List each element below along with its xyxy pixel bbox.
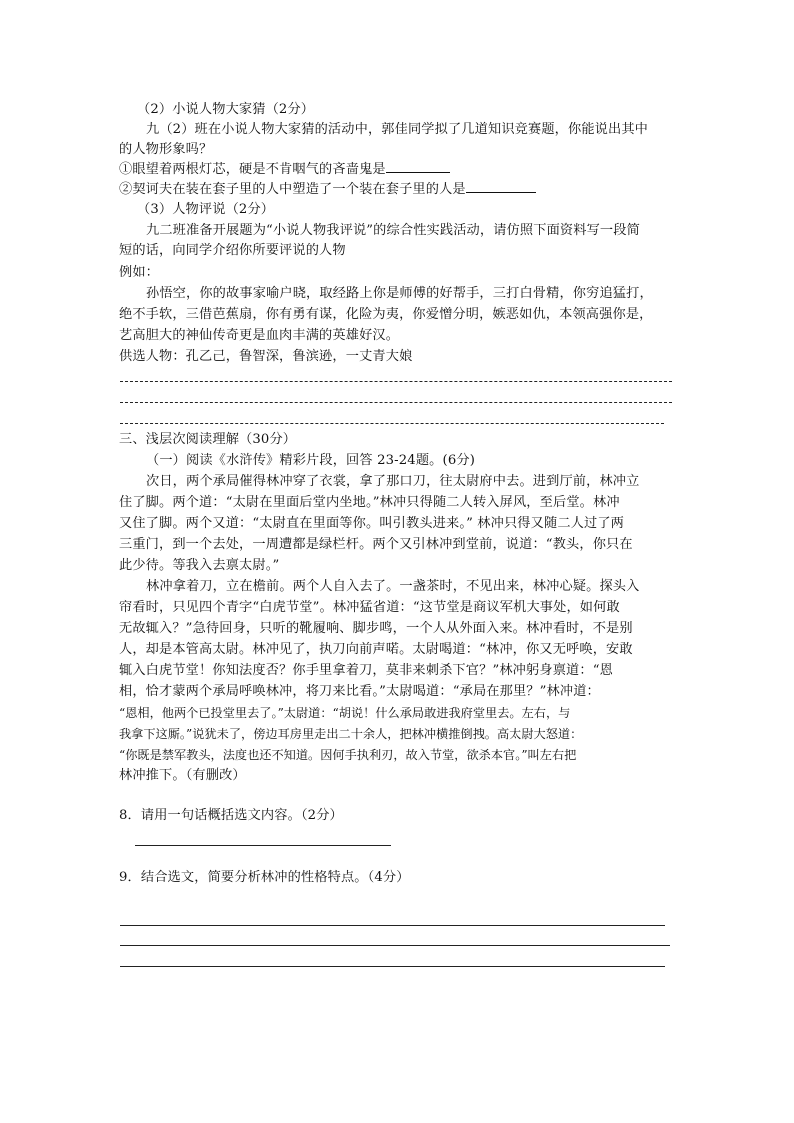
passage-line: 辄入白虎节堂！你知法度否？你手里拿着刀，莫非来刺杀下官？”林冲躬身禀道：“恩	[119, 663, 613, 678]
section-2-intro-line-1: 九（2）班在小说人物大家猜的活动中，郭佳同学拟了几道知识竞赛题，你能说出其中	[146, 122, 649, 137]
section-2-intro-line-2: 的人物形象吗？	[119, 142, 213, 157]
passage-line: “你既是禁军教头，法度也还不知道。因何手执利刃，故入节堂，欲杀本官。”叫左右把	[119, 748, 577, 762]
passage-line: 三重门，到一个去处，一周遭都是绿栏杆。两个又引林冲到堂前，说道：“教头，你只在	[119, 537, 633, 552]
question-miser-text: ①眼望着两根灯芯，硬是不肯咽气的吝啬鬼是	[119, 162, 386, 177]
passage-line: 人，却是本管高太尉。林冲见了，执刀向前声喏。太尉喝道：“林冲，你又无呼唤，安敢	[119, 642, 633, 657]
example-line-1: 孙悟空，你的故事家喻户晓，取经路上你是师傅的好帮手，三打白骨精，你穷追猛打，	[146, 286, 653, 301]
candidate-characters: 供选人物：孔乙己，鲁智深，鲁滨逊，一丈青大娘	[119, 349, 413, 364]
question-miser	[119, 160, 450, 180]
example-line-3: 艺高胆大的神仙传奇更是血肉丰满的英雄好汉。	[119, 328, 400, 343]
question-man-in-case	[119, 180, 536, 200]
section-2-heading: （2）小说人物大家猜（2分）	[137, 102, 315, 117]
passage-line: 林冲拿着刀，立在檐前。两个人自入去了。一盏茶时，不见出来，林冲心疑。探头入	[146, 579, 640, 594]
passage-line: “恩相，他两个已投堂里去了。”太尉道：“胡说！什么承局敢进我府堂里去。左右，与	[119, 706, 571, 720]
passage-line: 无故辄入？”急待回身，只听的靴履响、脚步鸣，一个人从外面入来。林冲看时，不是别	[119, 621, 633, 636]
answer-line-q8[interactable]	[135, 845, 391, 846]
part-3-heading: 三、浅层次阅读理解（30分）	[119, 432, 297, 447]
section-3-heading: （3）人物评说（2分）	[137, 202, 275, 217]
answer-blank-miser[interactable]	[386, 160, 450, 173]
passage-line: 相，恰才蒙两个承局呼唤林冲，将刀来比看。”太尉喝道：“承局在那里？”林冲道：	[119, 684, 600, 699]
passage-line: 我拿下这厮。”说犹未了，傍边耳房里走出二十余人，把林冲横推倒拽。高太尉大怒道：	[119, 727, 583, 741]
example-label: 例如：	[119, 265, 160, 280]
passage-line: 又住了脚。两个又道：“太尉直在里面等你。叫引教头进来。” 林冲只得又随二人过了两	[119, 516, 625, 531]
passage-line: 帘看时，只见四个青字“白虎节堂”。林冲猛省道：“这节堂是商议军机大事处，如何敢	[119, 600, 620, 615]
answer-line[interactable]	[120, 402, 672, 403]
passage-line: 次日，两个承局催得林冲穿了衣裳，拿了那口刀，往太尉府中去。进到厅前，林冲立	[146, 474, 640, 489]
section-3-intro-line-1: 九二班准备开展题为“小说人物我评说”的综合性实践活动，请仿照下面资料写一段简	[146, 223, 640, 238]
passage-line: 林冲推下。（有删改）	[119, 768, 246, 783]
question-9: 9．结合选文，简要分析林冲的性格特点。（4分）	[119, 870, 410, 885]
answer-line-q9[interactable]	[120, 925, 665, 926]
question-8: 8．请用一句话概括选文内容。（2分）	[119, 808, 343, 823]
section-3-intro-line-2: 短的话，向同学介绍你所要评说的人物	[119, 243, 346, 258]
passage-line: 此少待。等我入去禀太尉。”	[119, 558, 280, 573]
example-line-2: 绝不手软，三借芭蕉扇，你有勇有谋，化险为夷，你爱憎分明，嫉恶如仇，本领高强你是，	[119, 307, 653, 322]
part-3-subheading: （一）阅读《水浒传》精彩片段，回答 23-24题。(6分)	[146, 453, 475, 468]
answer-blank-man-in-case[interactable]	[466, 180, 536, 193]
answer-line-q9[interactable]	[120, 945, 670, 946]
answer-line[interactable]	[120, 423, 664, 424]
answer-line-q9[interactable]	[120, 966, 665, 967]
passage-line: 住了脚。两个道：“太尉在里面后堂内坐地。”林冲只得随二人转入屏风，至后堂。林冲	[119, 495, 620, 510]
question-man-in-case-text: ②契诃夫在装在套子里的人中塑造了一个装在套子里的人是	[119, 182, 466, 197]
answer-line[interactable]	[120, 381, 672, 382]
